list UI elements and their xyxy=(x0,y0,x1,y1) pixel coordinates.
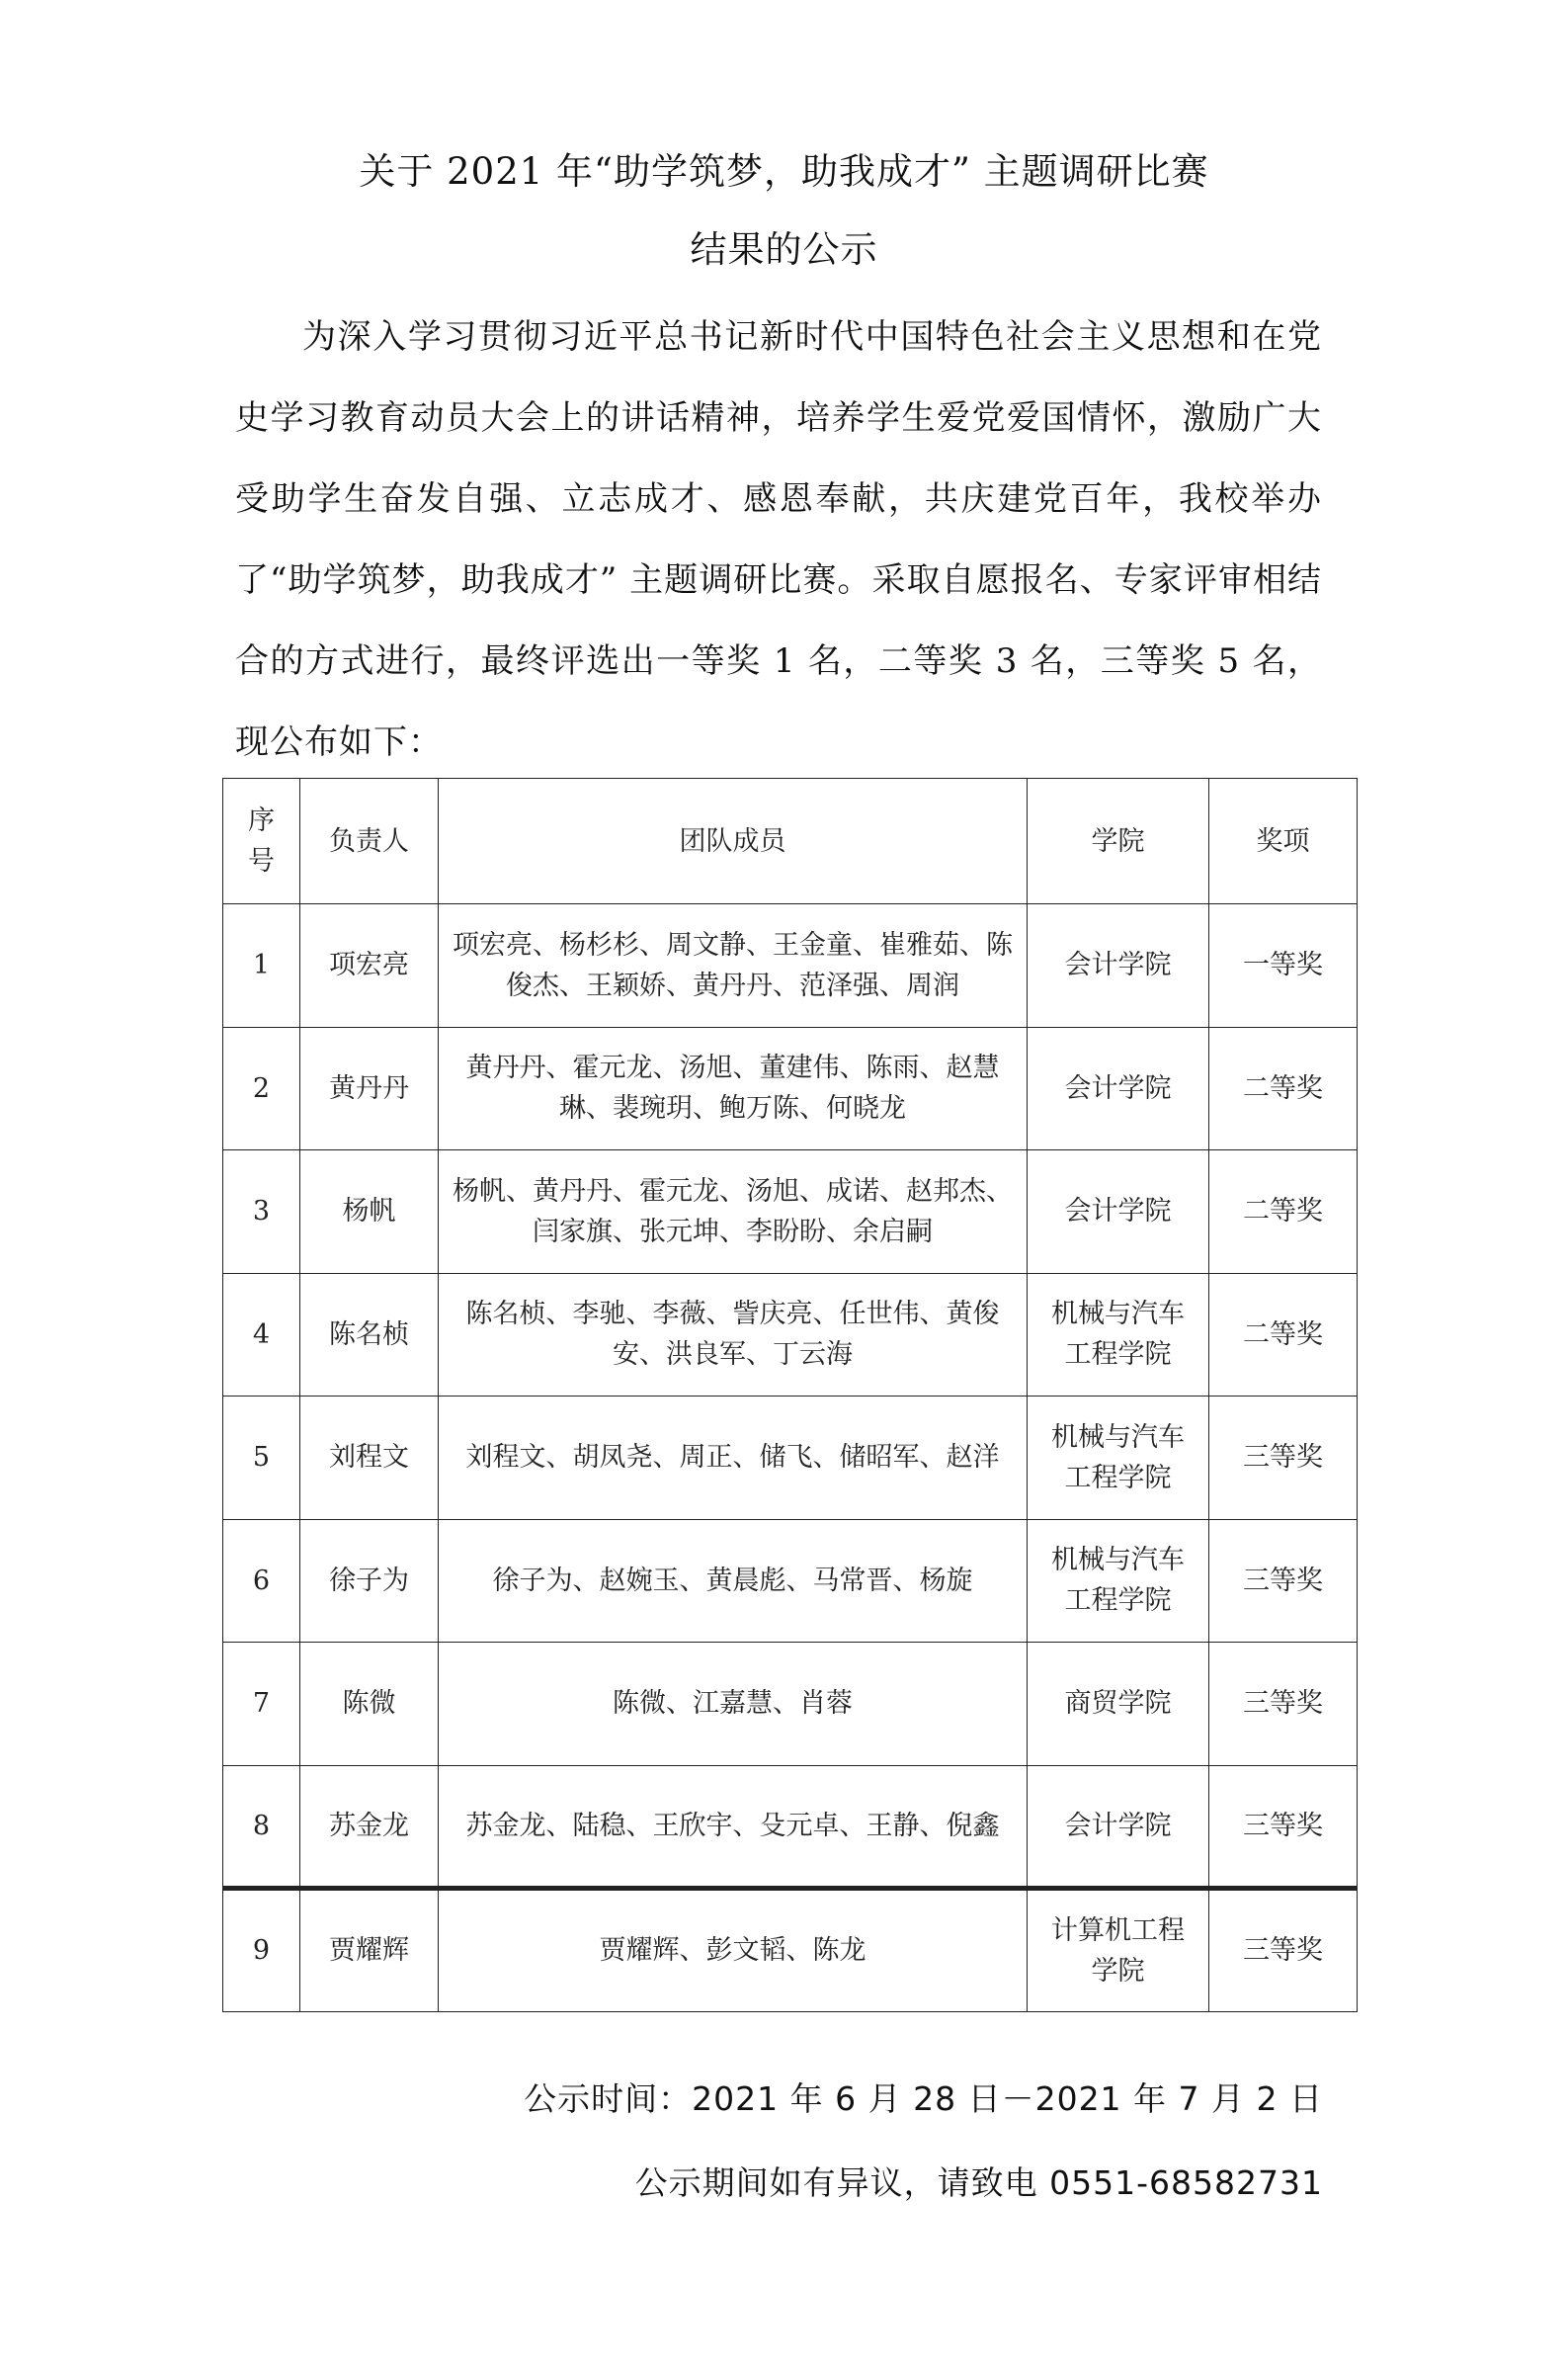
row-members: 黄丹丹、霍元龙、汤旭、董建伟、陈雨、赵慧琳、裴琬玥、鲍万陈、何晓龙 xyxy=(439,1027,1028,1150)
table-row xyxy=(223,1765,1358,1889)
row-index: 8 xyxy=(223,1765,300,1889)
row-leader: 项宏亮 xyxy=(300,904,439,1028)
table-row xyxy=(223,1027,1358,1150)
table-header-row xyxy=(223,779,1358,904)
row-award: 二等奖 xyxy=(1209,1027,1358,1150)
row-members: 苏金龙、陆稳、王欣宇、殳元卓、王静、倪鑫 xyxy=(439,1765,1028,1889)
row-award: 三等奖 xyxy=(1209,1397,1358,1520)
row-college: 会计学院 xyxy=(1028,904,1209,1028)
results-table xyxy=(222,778,1358,2012)
row-college: 会计学院 xyxy=(1028,1765,1209,1889)
intro-paragraph: 为深入学习贯彻习近平总书记新时代中国特色社会主义思想和在党史学习教育动员大会上的讲话精神，培养学生爱党爱国情怀，激励广大受助学生奋发自强、立志成才、感恩奉献，共庆建党百年，我校举办了“助学筑梦，助我成才” 主题调研比赛。采取自愿报名、专家评审相结合的方式进行，最终评选出一等奖 1 名，二等奖 3 名，三等奖 5 名，现公布如下： xyxy=(235,317,1322,762)
row-college: 会计学院 xyxy=(1028,1150,1209,1274)
row-leader: 陈名桢 xyxy=(300,1273,439,1397)
row-college: 会计学院 xyxy=(1028,1027,1209,1150)
page-title: 关于 2021 年“助学筑梦，助我成才” 主题调研比赛 xyxy=(359,150,1209,193)
row-index: 5 xyxy=(223,1397,300,1520)
table-row xyxy=(223,1889,1358,2012)
row-award: 三等奖 xyxy=(1209,1889,1358,2012)
table-row xyxy=(223,1397,1358,1520)
row-college: 机械与汽车工程学院 xyxy=(1028,1273,1209,1397)
row-award: 二等奖 xyxy=(1209,1150,1358,1274)
row-index: 1 xyxy=(223,904,300,1028)
row-members: 杨帆、黄丹丹、霍元龙、汤旭、成诺、赵邦杰、闫家旗、张元坤、李盼盼、余启嗣 xyxy=(439,1150,1028,1274)
row-leader: 贾耀辉 xyxy=(300,1889,439,2012)
row-leader: 陈微 xyxy=(300,1643,439,1766)
row-index: 2 xyxy=(223,1027,300,1150)
row-leader: 杨帆 xyxy=(300,1150,439,1274)
header-leader: 负责人 xyxy=(300,779,439,904)
row-leader: 黄丹丹 xyxy=(300,1027,439,1150)
row-college: 计算机工程学院 xyxy=(1028,1889,1209,2012)
table-row xyxy=(223,904,1358,1028)
row-members: 刘程文、胡凤尧、周正、储飞、储昭军、赵洋 xyxy=(439,1397,1028,1520)
table-row xyxy=(223,1273,1358,1397)
row-members: 徐子为、赵婉玉、黄晨彪、马常晋、杨旋 xyxy=(439,1519,1028,1643)
row-leader: 徐子为 xyxy=(300,1519,439,1643)
row-college: 机械与汽车工程学院 xyxy=(1028,1397,1209,1520)
header-index: 序号 xyxy=(223,779,300,904)
table-row xyxy=(223,1519,1358,1643)
row-index: 9 xyxy=(223,1889,300,2012)
row-index: 3 xyxy=(223,1150,300,1274)
row-award: 三等奖 xyxy=(1209,1519,1358,1643)
row-college: 商贸学院 xyxy=(1028,1643,1209,1766)
page-subtitle: 结果的公示 xyxy=(690,228,878,271)
contact-info: 公示期间如有异议，请致电 0551-68582731 xyxy=(634,2163,1323,2202)
row-index: 7 xyxy=(223,1643,300,1766)
row-award: 三等奖 xyxy=(1209,1643,1358,1766)
row-award: 二等奖 xyxy=(1209,1273,1358,1397)
header-members: 团队成员 xyxy=(439,779,1028,904)
row-members: 贾耀辉、彭文韬、陈龙 xyxy=(439,1889,1028,2012)
row-members: 陈微、江嘉慧、肖蓉 xyxy=(439,1643,1028,1766)
row-index: 6 xyxy=(223,1519,300,1643)
row-award: 三等奖 xyxy=(1209,1765,1358,1889)
row-members: 陈名桢、李驰、李薇、訾庆亮、任世伟、黄俊安、洪良军、丁云海 xyxy=(439,1273,1028,1397)
header-college: 学院 xyxy=(1028,779,1209,904)
row-college: 机械与汽车工程学院 xyxy=(1028,1519,1209,1643)
row-award: 一等奖 xyxy=(1209,904,1358,1028)
row-index: 4 xyxy=(223,1273,300,1397)
row-leader: 苏金龙 xyxy=(300,1765,439,1889)
table-row xyxy=(223,1643,1358,1766)
table-row xyxy=(223,1150,1358,1274)
publicity-period: 公示时间：2021 年 6 月 28 日－2021 年 7 月 2 日 xyxy=(524,2079,1323,2118)
row-members: 项宏亮、杨杉杉、周文静、王金童、崔雅茹、陈俊杰、王颖娇、黄丹丹、范泽强、周润 xyxy=(439,904,1028,1028)
row-leader: 刘程文 xyxy=(300,1397,439,1520)
header-award: 奖项 xyxy=(1209,779,1358,904)
